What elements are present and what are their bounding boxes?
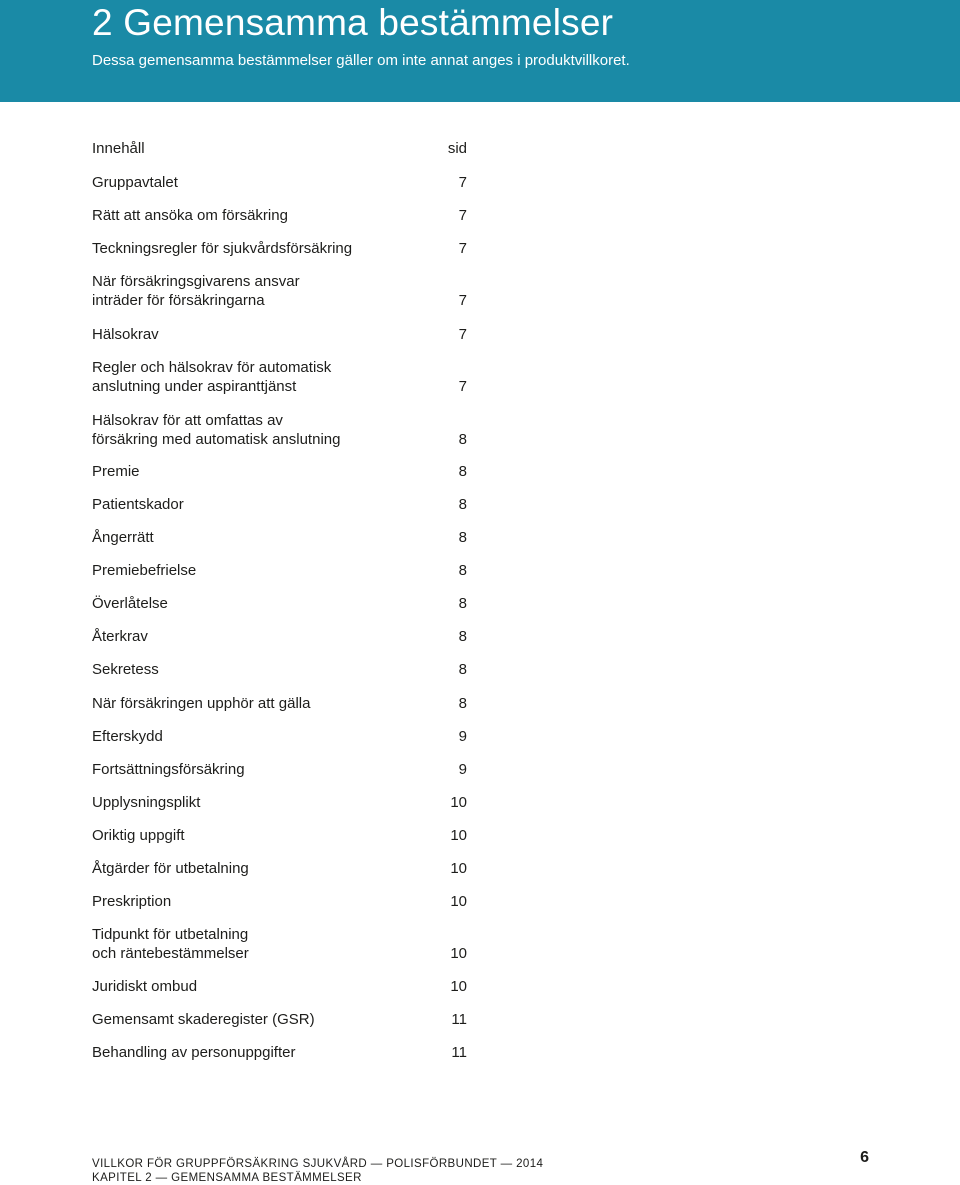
chapter-title: 2 Gemensamma bestämmelser [92,2,614,43]
toc-entry-page: 11 [451,1011,467,1028]
toc-entry[interactable] [92,1043,467,1062]
toc-entry-label: Hälsokrav [92,326,159,343]
toc-entry[interactable] [92,528,467,547]
toc-entry[interactable] [92,727,467,746]
toc-entry-page: 10 [450,893,467,910]
toc-entry-page: 10 [450,978,467,995]
toc-entry-label: Behandling av personuppgifter [92,1044,296,1061]
toc-entry-label: Efterskydd [92,728,163,745]
toc-entry-page: 8 [458,661,467,678]
toc-entry-label: Ångerrätt [92,529,154,546]
toc-entry-label: Preskription [92,893,172,910]
toc-entry-label: Åtgärder för utbetalning [92,860,249,877]
toc-entry-page: 8 [458,431,467,448]
toc-entry-label: Premiebefrielse [92,562,197,579]
toc-entry-page: 9 [458,728,467,745]
toc-entry-page: 11 [451,1044,467,1061]
footer [92,1157,543,1185]
toc-entry-page: 8 [458,463,467,480]
toc-entry-page: 7 [458,240,467,257]
toc-entry-page: 8 [458,595,467,612]
toc-entry[interactable] [92,694,467,713]
toc-entry-page: 10 [450,860,467,877]
toc-entry[interactable] [92,660,467,679]
toc-entry[interactable] [92,1010,467,1029]
toc-entry-page: 7 [458,378,467,395]
toc-entry-page: 8 [458,562,467,579]
toc-entry-page: 10 [450,827,467,844]
toc-entry-label: När försäkringsgivarens ansvar inträder för försäkringarna [92,273,300,309]
toc-entry-label: Juridiskt ombud [92,978,198,995]
toc-entry-page: 7 [458,174,467,191]
toc-entry-page: 7 [458,326,467,343]
toc-entry-page: 8 [458,628,467,645]
toc-entry[interactable] [92,173,467,192]
toc-entry-label: Premie [92,463,140,480]
toc-entry[interactable] [92,977,467,996]
toc-entry-page: 8 [458,695,467,712]
toc-entry-label: Hälsokrav för att omfattas av försäkring med automatisk anslutning [92,412,341,448]
toc-entry[interactable] [92,325,467,344]
footer-document-title: VILLKOR FÖR GRUPPFÖRSÄKRING SJUKVÅRD — POLISFÖRBUNDET — 2014 [92,1158,544,1170]
toc-entry-page: 8 [458,496,467,513]
toc-entry-label: Fortsättningsförsäkring [92,761,245,778]
toc-entry[interactable] [92,826,467,845]
toc-entry-label: Tidpunkt för utbetalning och räntebestämmelser [92,926,249,962]
footer-chapter: KAPITEL 2 — GEMENSAMMA BESTÄMMELSER [92,1172,362,1184]
toc-entry-label: Teckningsregler för sjukvårdsförsäkring [92,240,353,257]
toc-entry-label: Gemensamt skaderegister (GSR) [92,1011,315,1028]
page-number: 6 [860,1149,869,1166]
toc-entry[interactable] [92,627,467,646]
toc-entry-label: Regler och hälsokrav för automatisk anslutning under aspiranttjänst [92,359,332,395]
toc-entry[interactable] [92,925,467,963]
toc-entry-label: När försäkringen upphör att gälla [92,695,311,712]
toc-entry-label: Gruppavtalet [92,174,178,191]
toc-entry[interactable] [92,462,467,481]
chapter-subtitle: Dessa gemensamma bestämmelser gäller om inte annat anges i produktvillkoret. [92,52,630,69]
toc-entry-label: Överlåtelse [92,595,168,612]
toc-header-row [92,139,467,158]
toc-entry-label: Patientskador [92,496,184,513]
chapter-header [0,0,960,102]
toc-entry[interactable] [92,561,467,580]
toc-entry[interactable] [92,411,467,449]
toc-entry[interactable] [92,272,467,310]
toc-heading: Innehåll [92,140,145,157]
toc-entry-page: 9 [458,761,467,778]
toc-entry[interactable] [92,859,467,878]
toc-entry-page: 10 [450,945,467,962]
toc-entry-label: Sekretess [92,661,159,678]
toc-entry[interactable] [92,358,467,396]
toc-entry-label: Återkrav [92,628,148,645]
toc-entry-page: 8 [458,529,467,546]
toc-entry[interactable] [92,495,467,514]
toc-entry-page: 7 [458,292,467,309]
toc-entry-page: 7 [458,207,467,224]
toc-page-heading: sid [447,140,467,157]
toc-entry[interactable] [92,793,467,812]
toc-entry[interactable] [92,239,467,258]
toc-entry[interactable] [92,892,467,911]
toc-entry-label: Rätt att ansöka om försäkring [92,207,288,224]
toc-entry-page: 10 [450,794,467,811]
toc-entry[interactable] [92,594,467,613]
toc-entry-label: Oriktig uppgift [92,827,185,844]
toc-entry[interactable] [92,206,467,225]
toc-entry[interactable] [92,760,467,779]
toc-entry-label: Upplysningsplikt [92,794,201,811]
